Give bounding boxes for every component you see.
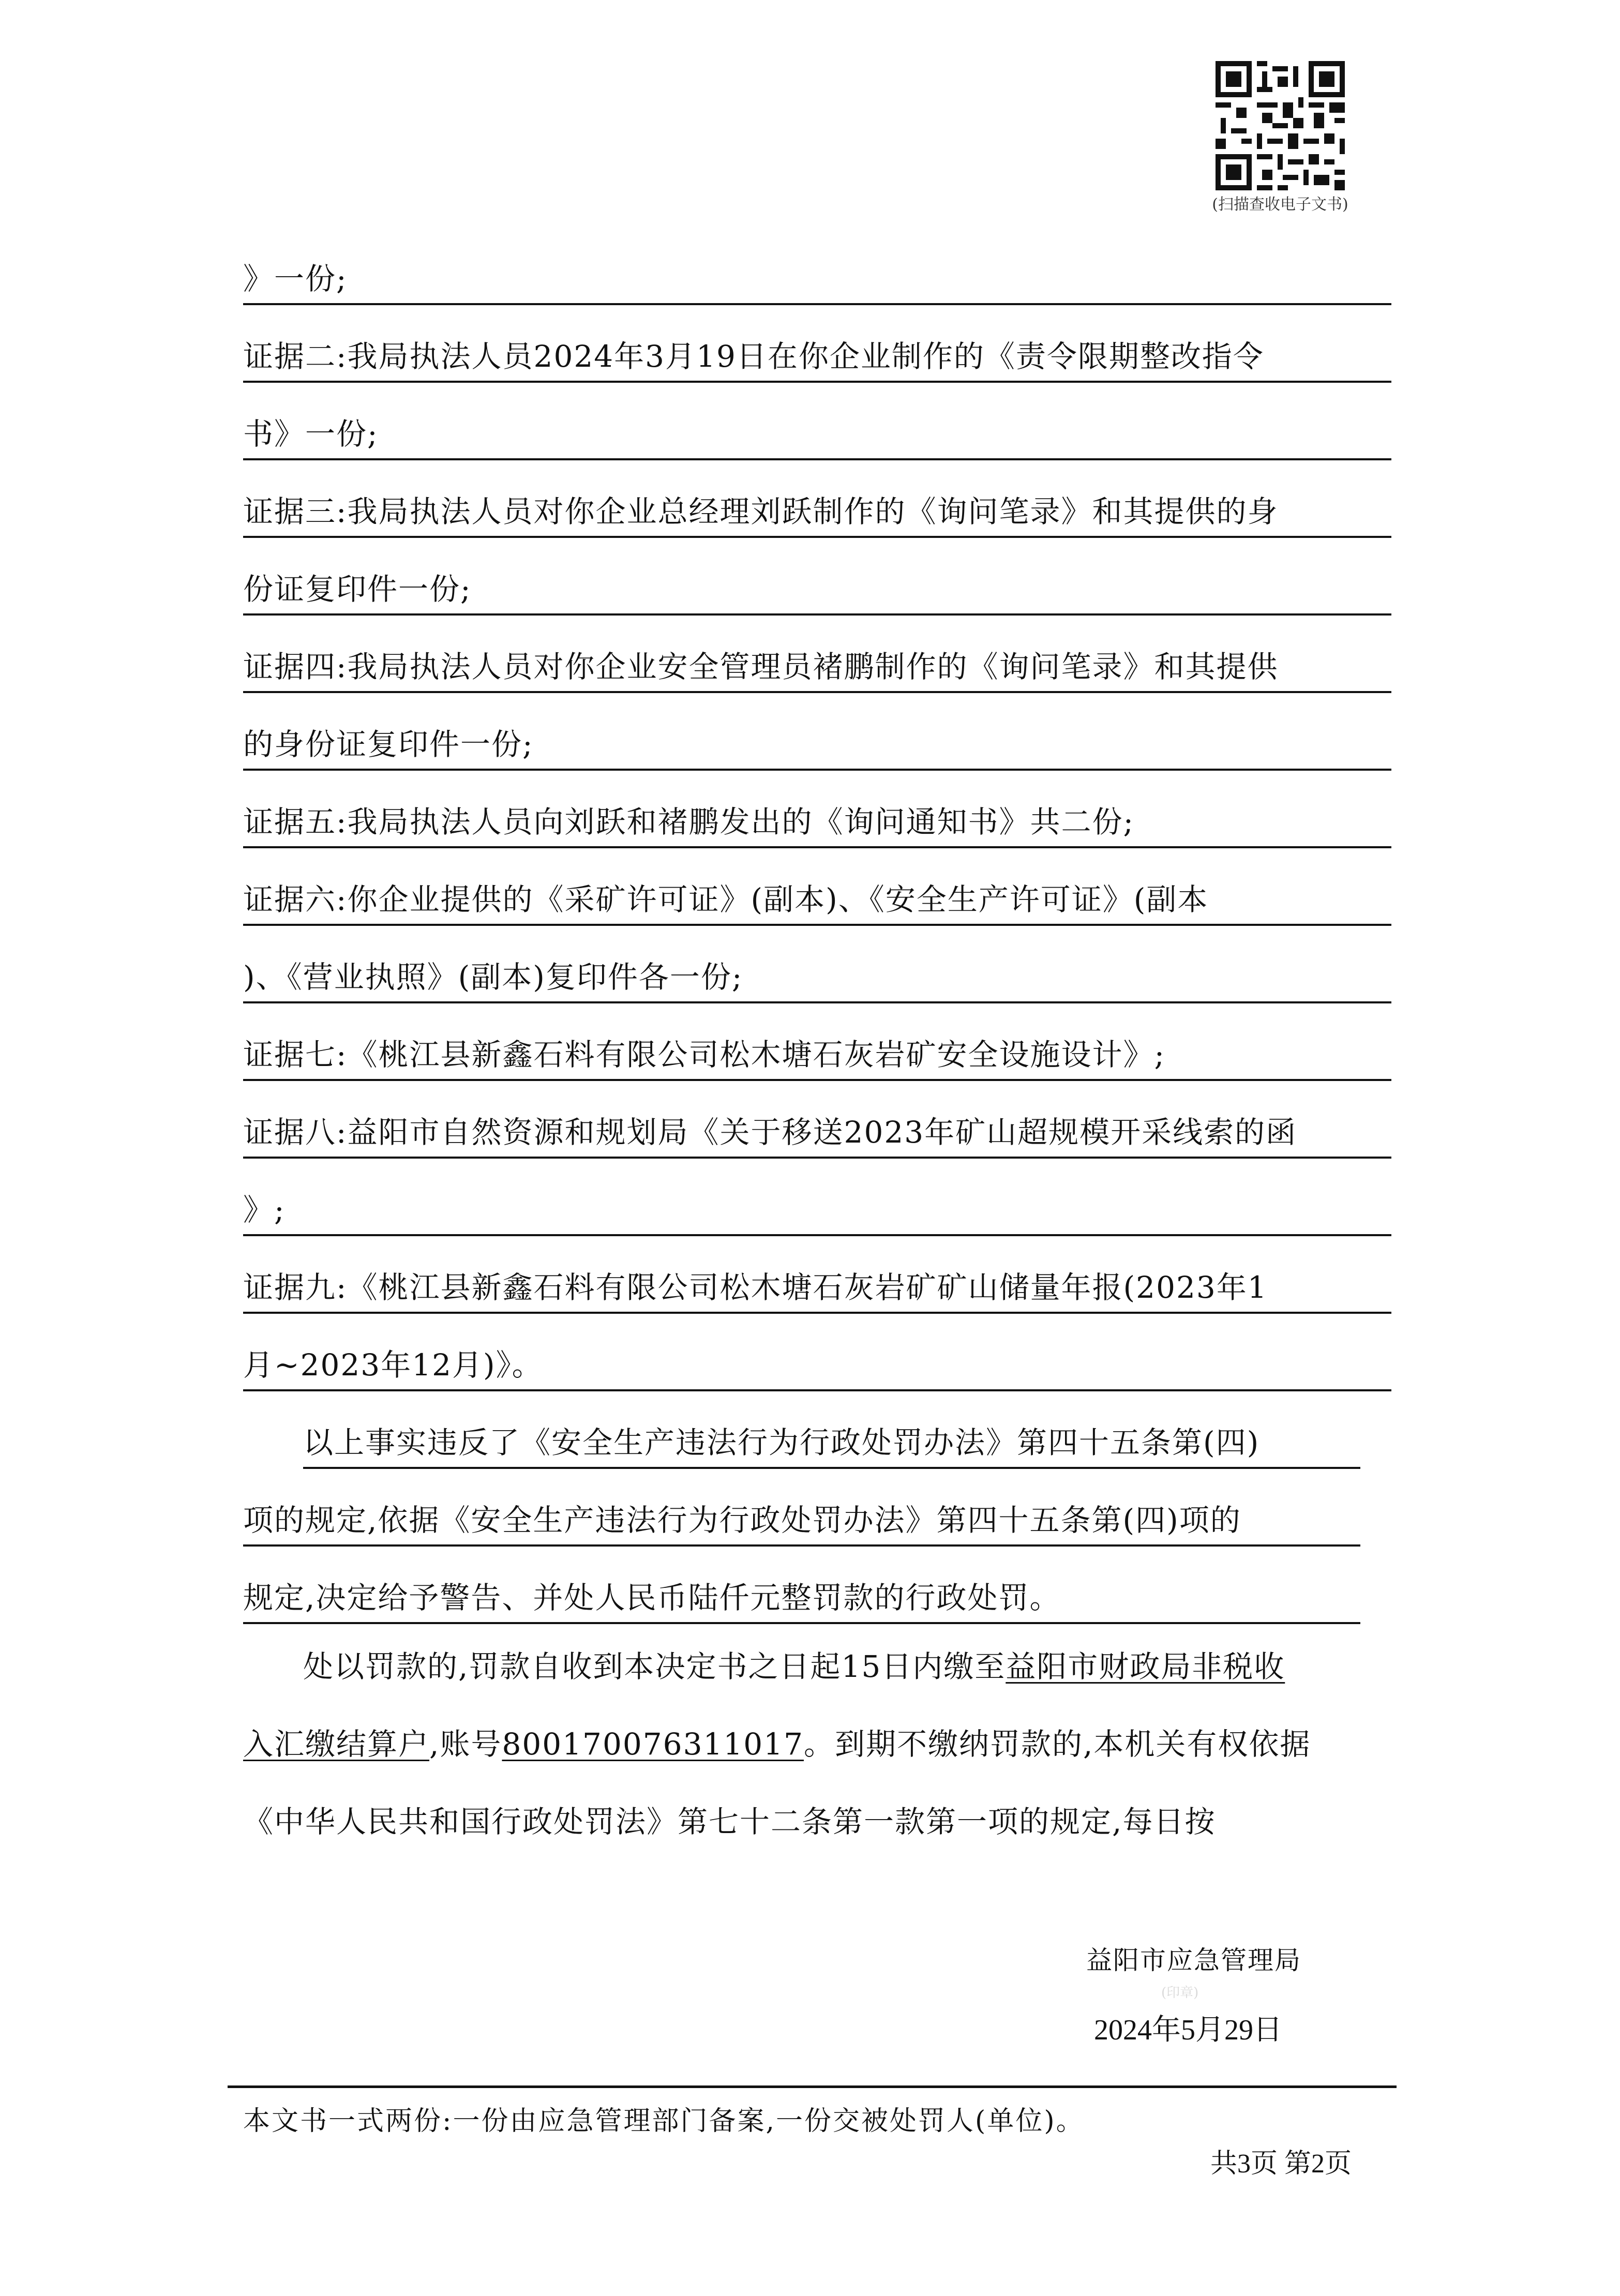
evidence-line <box>243 926 1391 1003</box>
evidence-line <box>243 771 1391 848</box>
evidence-line-text: 》一份; <box>243 261 348 296</box>
violation-line <box>243 1469 1391 1547</box>
evidence-line-text: 证据五:我局执法人员向刘跃和褚鹏发出的《询问通知书》共二份; <box>243 804 1135 839</box>
evidence-line <box>243 383 1391 460</box>
evidence-line-text: 证据四:我局执法人员对你企业安全管理员褚鹏制作的《询问笔录》和其提供 <box>243 649 1279 684</box>
footer-divider <box>228 2085 1397 2088</box>
payment-line-2 <box>243 1720 1397 1763</box>
violation-line-text: 项的规定,依据《安全生产违法行为行政处罚办法》第四十五条第(四)项的 <box>243 1503 1241 1538</box>
issue-date: 2024年5月29日 <box>1094 2014 1282 2046</box>
qr-caption: (扫描查收电子文书) <box>1212 196 1348 214</box>
account-number: 800170076311017 <box>502 1727 804 1762</box>
evidence-line-text: 的身份证复印件一份; <box>243 727 534 762</box>
evidence-line-text: 证据三:我局执法人员对你企业总经理刘跃制作的《询问笔录》和其提供的身 <box>243 494 1279 529</box>
payment-text: 《中华人民共和国行政处罚法》第七十二条第一款第一项的规定,每日按 <box>243 1804 1216 1839</box>
evidence-line <box>243 1236 1391 1314</box>
evidence-line-text: 》; <box>243 1192 286 1227</box>
qr-code-icon <box>1216 61 1345 190</box>
account-name-cont: 入汇缴结算户 <box>243 1727 430 1762</box>
payment-text: ,账号 <box>429 1727 502 1762</box>
issuing-authority: 益阳市应急管理局 <box>1086 1945 1301 1975</box>
violation-line <box>243 1547 1391 1624</box>
evidence-line-text: 证据七:《桃江县新鑫石料有限公司松木塘石灰岩矿安全设施设计》; <box>243 1037 1166 1072</box>
violation-line <box>243 1391 1391 1469</box>
evidence-line <box>243 228 1391 305</box>
evidence-line <box>243 305 1391 383</box>
payment-line-3 <box>243 1797 1397 1841</box>
evidence-line <box>243 693 1391 771</box>
evidence-line <box>243 538 1391 616</box>
footer-note: 本文书一式两份:一份由应急管理部门备案,一份交被处罚人(单位)。 <box>243 2106 1085 2137</box>
evidence-line <box>243 460 1391 538</box>
evidence-line <box>243 1159 1391 1236</box>
evidence-line <box>243 1081 1391 1159</box>
violation-line-text: 以上事实违反了《安全生产违法行为行政处罚办法》第四十五条第(四) <box>303 1425 1260 1460</box>
evidence-line <box>243 1003 1391 1081</box>
evidence-line-text: 证据九:《桃江县新鑫石料有限公司松木塘石灰岩矿矿山储量年报(2023年1 <box>243 1270 1268 1305</box>
violation-line-text: 规定,决定给予警告、并处人民币陆仟元整罚款的行政处罚。 <box>243 1580 1061 1615</box>
evidence-line-text: 份证复印件一份; <box>243 572 472 607</box>
page-number: 共3页 第2页 <box>1210 2149 1352 2179</box>
evidence-line-text: 证据八:益阳市自然资源和规划局《关于移送2023年矿山超规模开采线索的函 <box>243 1115 1297 1150</box>
underline-rule <box>243 1622 1360 1624</box>
evidence-line <box>243 1314 1391 1391</box>
payment-text: 处以罚款的,罚款自收到本决定书之日起15日内缴至 <box>303 1649 1006 1684</box>
evidence-line <box>243 616 1391 693</box>
evidence-line-text: 证据二:我局执法人员2024年3月19日在你企业制作的《责令限期整改指令 <box>243 339 1264 374</box>
evidence-line-text: 书》一份; <box>243 416 379 452</box>
evidence-line <box>243 848 1391 926</box>
payment-text: 。到期不缴纳罚款的,本机关有权依据 <box>803 1727 1311 1762</box>
evidence-line-text: 证据六:你企业提供的《采矿许可证》(副本)、《安全生产许可证》(副本 <box>243 882 1209 917</box>
account-name: 益阳市财政局非税收 <box>1006 1649 1285 1684</box>
seal-mark: (印章) <box>1161 1985 1199 2001</box>
evidence-line-text: )、《营业执照》(副本)复印件各一份; <box>243 959 743 995</box>
evidence-line-text: 月~2023年12月)》。 <box>243 1347 543 1383</box>
payment-line-1 <box>303 1642 1457 1686</box>
